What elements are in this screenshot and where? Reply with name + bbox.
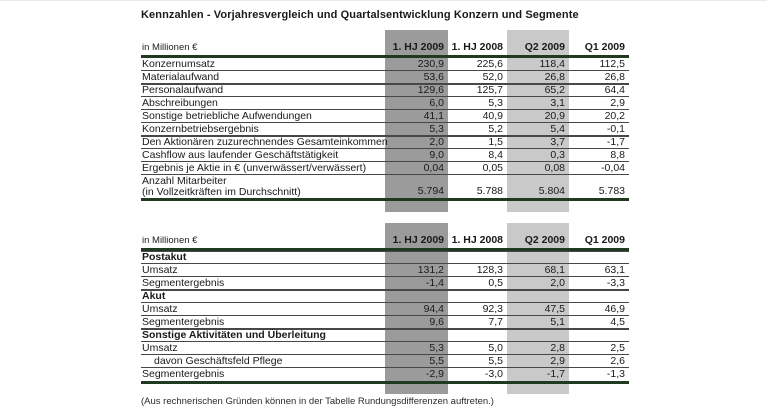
table-header <box>141 223 629 248</box>
table-body <box>141 251 629 381</box>
table-segmente <box>141 223 629 384</box>
cell-value: 94,4 <box>423 302 444 315</box>
table-row <box>141 264 629 277</box>
cell-value: 65,2 <box>544 84 565 96</box>
row-label: Anzahl Mitarbeiter (in Vollzeitkräften im Durchschnitt) <box>142 175 301 198</box>
row-label: Den Aktionären zuzurechnendes Gesamteinkommen <box>142 136 388 148</box>
cell-value: -1,4 <box>425 276 444 289</box>
table-row <box>141 97 629 110</box>
cell-value: 20,2 <box>604 109 625 122</box>
cell-value: 2,6 <box>610 354 625 367</box>
cell-value: 53,6 <box>423 70 444 83</box>
table-row <box>141 84 629 97</box>
bottom-rule <box>141 198 629 201</box>
cell-value: -1,3 <box>606 368 625 380</box>
cell-value: 4,5 <box>610 315 625 328</box>
cell-value: 0,3 <box>550 148 565 161</box>
cell-value: 26,8 <box>544 70 565 83</box>
table-row <box>141 123 629 136</box>
row-label: Segmentergebnis <box>142 276 225 289</box>
row-label: davon Geschäftsfeld Pflege <box>154 354 283 367</box>
cell-value: 9,6 <box>429 315 444 328</box>
row-label: Umsatz <box>142 263 178 276</box>
table-row <box>141 110 629 123</box>
table-row <box>141 316 629 329</box>
cell-value: 3,1 <box>550 96 565 109</box>
cell-value: 5.794 <box>417 185 444 197</box>
cell-value: -0,1 <box>606 122 625 135</box>
cell-value: 9,0 <box>429 148 444 161</box>
cell-value: 125,7 <box>476 84 503 96</box>
cell-value: 5.783 <box>598 185 625 197</box>
row-label: Abschreibungen <box>142 96 218 109</box>
cell-value: 129,6 <box>417 84 444 96</box>
cell-value: 0,05 <box>482 161 503 174</box>
cell-value: 230,9 <box>417 57 444 70</box>
cell-value: 5,3 <box>429 341 444 354</box>
row-label: Ergebnis je Aktie in € (unverwässert/verwässert) <box>142 161 367 174</box>
section-row <box>141 290 629 303</box>
row-label: Materialaufwand <box>142 70 220 83</box>
cell-value: 2,0 <box>429 136 444 148</box>
cell-value: 7,7 <box>488 315 503 328</box>
cell-value: 5,5 <box>488 354 503 367</box>
row-label: Cashflow aus laufender Geschäftstätigkeit <box>142 148 339 161</box>
rounding-footnote: (Aus rechnerischen Gründen können in der Tabelle Rundungsdifferenzen auftreten.) <box>141 396 494 407</box>
section-row <box>141 329 629 342</box>
cell-value: -0,04 <box>601 161 625 174</box>
row-label: Akut <box>142 290 166 302</box>
table-row <box>141 71 629 84</box>
column-header-q22009: Q2 2009 <box>524 234 565 246</box>
cell-value: -3,3 <box>606 276 625 289</box>
bottom-rule <box>141 381 629 384</box>
cell-value: 46,9 <box>604 302 625 315</box>
cell-value: 0,08 <box>544 161 565 174</box>
cell-value: 92,3 <box>482 302 503 315</box>
cell-value: 2,8 <box>550 341 565 354</box>
row-label: Segmentergebnis <box>142 368 225 380</box>
table-header <box>141 30 629 55</box>
table-row <box>141 303 629 316</box>
section-row <box>141 251 629 264</box>
row-label: Sonstige betriebliche Aufwendungen <box>142 109 312 122</box>
cell-value: 68,1 <box>544 263 565 276</box>
column-header-hj2008: 1. HJ 2008 <box>451 41 503 53</box>
cell-value: 8,4 <box>488 148 503 161</box>
column-header-hj2008: 1. HJ 2008 <box>451 234 503 246</box>
cell-value: -3,0 <box>484 368 503 380</box>
cell-value: 2,9 <box>610 96 625 109</box>
cell-value: 112,5 <box>599 57 625 70</box>
cell-value: 6,0 <box>429 96 444 109</box>
cell-value: 128,3 <box>476 263 503 276</box>
table-row <box>141 355 629 368</box>
cell-value: 26,8 <box>604 70 625 83</box>
cell-value: 0,04 <box>423 161 444 174</box>
cell-value: 63,1 <box>604 263 625 276</box>
column-header-hj2009: 1. HJ 2009 <box>392 234 444 246</box>
cell-value: 5,2 <box>488 122 503 135</box>
table-row <box>141 368 629 381</box>
column-header-hj2009: 1. HJ 2009 <box>392 41 444 53</box>
cell-value: 225,6 <box>476 57 503 70</box>
table-row <box>141 277 629 290</box>
table-konzern <box>141 30 629 201</box>
cell-value: 20,9 <box>544 109 565 122</box>
cell-value: 131,2 <box>417 263 444 276</box>
cell-value: 64,4 <box>604 84 625 96</box>
cell-value: 0,5 <box>488 276 503 289</box>
cell-value: 3,7 <box>550 136 565 148</box>
cell-value: 52,0 <box>482 70 503 83</box>
row-label: Sonstige Aktivitäten und Überleitung <box>142 329 326 341</box>
row-label: Umsatz <box>142 302 178 315</box>
cell-value: 8,8 <box>610 148 625 161</box>
cell-value: 1,5 <box>488 136 503 148</box>
row-label: Postakut <box>142 251 187 263</box>
column-header-q12009: Q1 2009 <box>584 41 625 53</box>
cell-value: 2,9 <box>550 354 565 367</box>
cell-value: 5,4 <box>550 122 565 135</box>
cell-value: 41,1 <box>423 109 444 122</box>
table-body <box>141 58 629 198</box>
table-row <box>141 342 629 355</box>
row-label: Konzernumsatz <box>142 57 215 70</box>
cell-value: 47,5 <box>544 302 565 315</box>
row-label: Umsatz <box>142 341 178 354</box>
cell-value: 2,5 <box>610 341 625 354</box>
cell-value: 5,0 <box>488 341 503 354</box>
cell-value: 5,3 <box>488 96 503 109</box>
cell-value: 5.804 <box>538 185 565 197</box>
cell-value: -2,9 <box>425 368 444 380</box>
cell-value: 118,4 <box>539 57 565 70</box>
row-label: Personalaufwand <box>142 84 224 96</box>
table-row <box>141 175 629 198</box>
page-title: Kennzahlen - Vorjahresvergleich und Quartalsentwicklung Konzern und Segmente <box>141 9 579 21</box>
table-row <box>141 149 629 162</box>
cell-value: -1,7 <box>606 136 625 148</box>
column-header-q12009: Q1 2009 <box>584 234 625 246</box>
cell-value: 5,5 <box>429 354 444 367</box>
row-label: Segmentergebnis <box>142 315 225 328</box>
cell-value: 5.788 <box>476 185 503 197</box>
cell-value: 2,0 <box>550 276 565 289</box>
unit-label: in Millionen € <box>142 42 198 53</box>
table-row <box>141 136 629 149</box>
cell-value: 5,3 <box>429 122 444 135</box>
table-row <box>141 58 629 71</box>
cell-value: 5,1 <box>550 315 565 328</box>
column-header-q22009: Q2 2009 <box>524 41 565 53</box>
unit-label: in Millionen € <box>142 235 198 246</box>
row-label: Konzernbetriebsergebnis <box>142 122 259 135</box>
page-top-border <box>0 0 767 1</box>
cell-value: -1,7 <box>546 368 565 380</box>
cell-value: 40,9 <box>482 109 503 122</box>
table-row <box>141 162 629 175</box>
